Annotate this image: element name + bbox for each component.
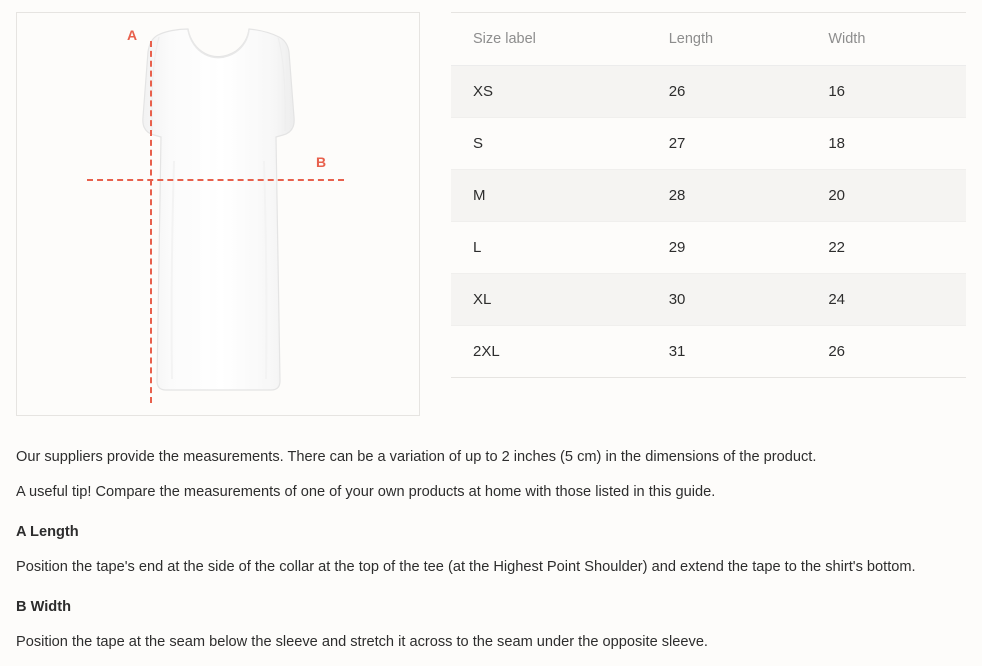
section-a-title: A Length [16, 524, 79, 541]
section-b-body: Position the tape at the seam below the sleeve and stretch it across to the seam under the opposite sleeve. [16, 634, 708, 651]
tank-top-icon [88, 21, 348, 403]
table-row [451, 274, 966, 326]
cell-length: 29 [647, 222, 807, 274]
size-table-body [451, 66, 966, 378]
table-row [451, 66, 966, 118]
column-header-size: Size label [451, 13, 647, 66]
cell-size: XS [451, 66, 647, 118]
cell-size: S [451, 118, 647, 170]
cell-width: 16 [806, 66, 966, 118]
column-header-length: Length [647, 13, 807, 66]
table-row [451, 326, 966, 378]
width-measure-line [87, 179, 344, 181]
cell-width: 20 [806, 170, 966, 222]
table-row [451, 222, 966, 274]
cell-length: 28 [647, 170, 807, 222]
cell-length: 30 [647, 274, 807, 326]
cell-width: 18 [806, 118, 966, 170]
cell-size: XL [451, 274, 647, 326]
cell-width: 22 [806, 222, 966, 274]
measure-label-a: A [127, 27, 138, 43]
cell-size: 2XL [451, 326, 647, 378]
cell-size: L [451, 222, 647, 274]
table-header-row [451, 13, 966, 66]
section-a-length [16, 521, 966, 578]
size-table [451, 13, 966, 377]
table-row [451, 118, 966, 170]
note-tip: A useful tip! Compare the measurements of one of your own products at home with those listed in this guide. [16, 483, 716, 500]
size-table-panel [451, 12, 966, 378]
section-b-title: B Width [16, 599, 71, 616]
cell-length: 27 [647, 118, 807, 170]
notes-block [16, 446, 966, 654]
cell-size: M [451, 170, 647, 222]
measure-label-b: B [316, 154, 327, 170]
cell-width: 24 [806, 274, 966, 326]
table-row [451, 170, 966, 222]
garment-diagram-panel [16, 12, 420, 416]
length-measure-line [150, 41, 152, 403]
section-a-body: Position the tape's end at the side of the collar at the top of the tee (at the Highest Point Shoulder) and extend the tape to the shirt's bottom. [16, 558, 916, 575]
cell-length: 26 [647, 66, 807, 118]
cell-width: 26 [806, 326, 966, 378]
note-variation: Our suppliers provide the measurements. There can be a variation of up to 2 inches (5 cm) in the dimensions of the product. [16, 449, 817, 465]
size-table-head [451, 13, 966, 66]
top-row [16, 12, 966, 416]
column-header-width: Width [806, 13, 966, 66]
cell-length: 31 [647, 326, 807, 378]
garment-illustration [17, 13, 419, 415]
section-b-width [16, 596, 966, 653]
